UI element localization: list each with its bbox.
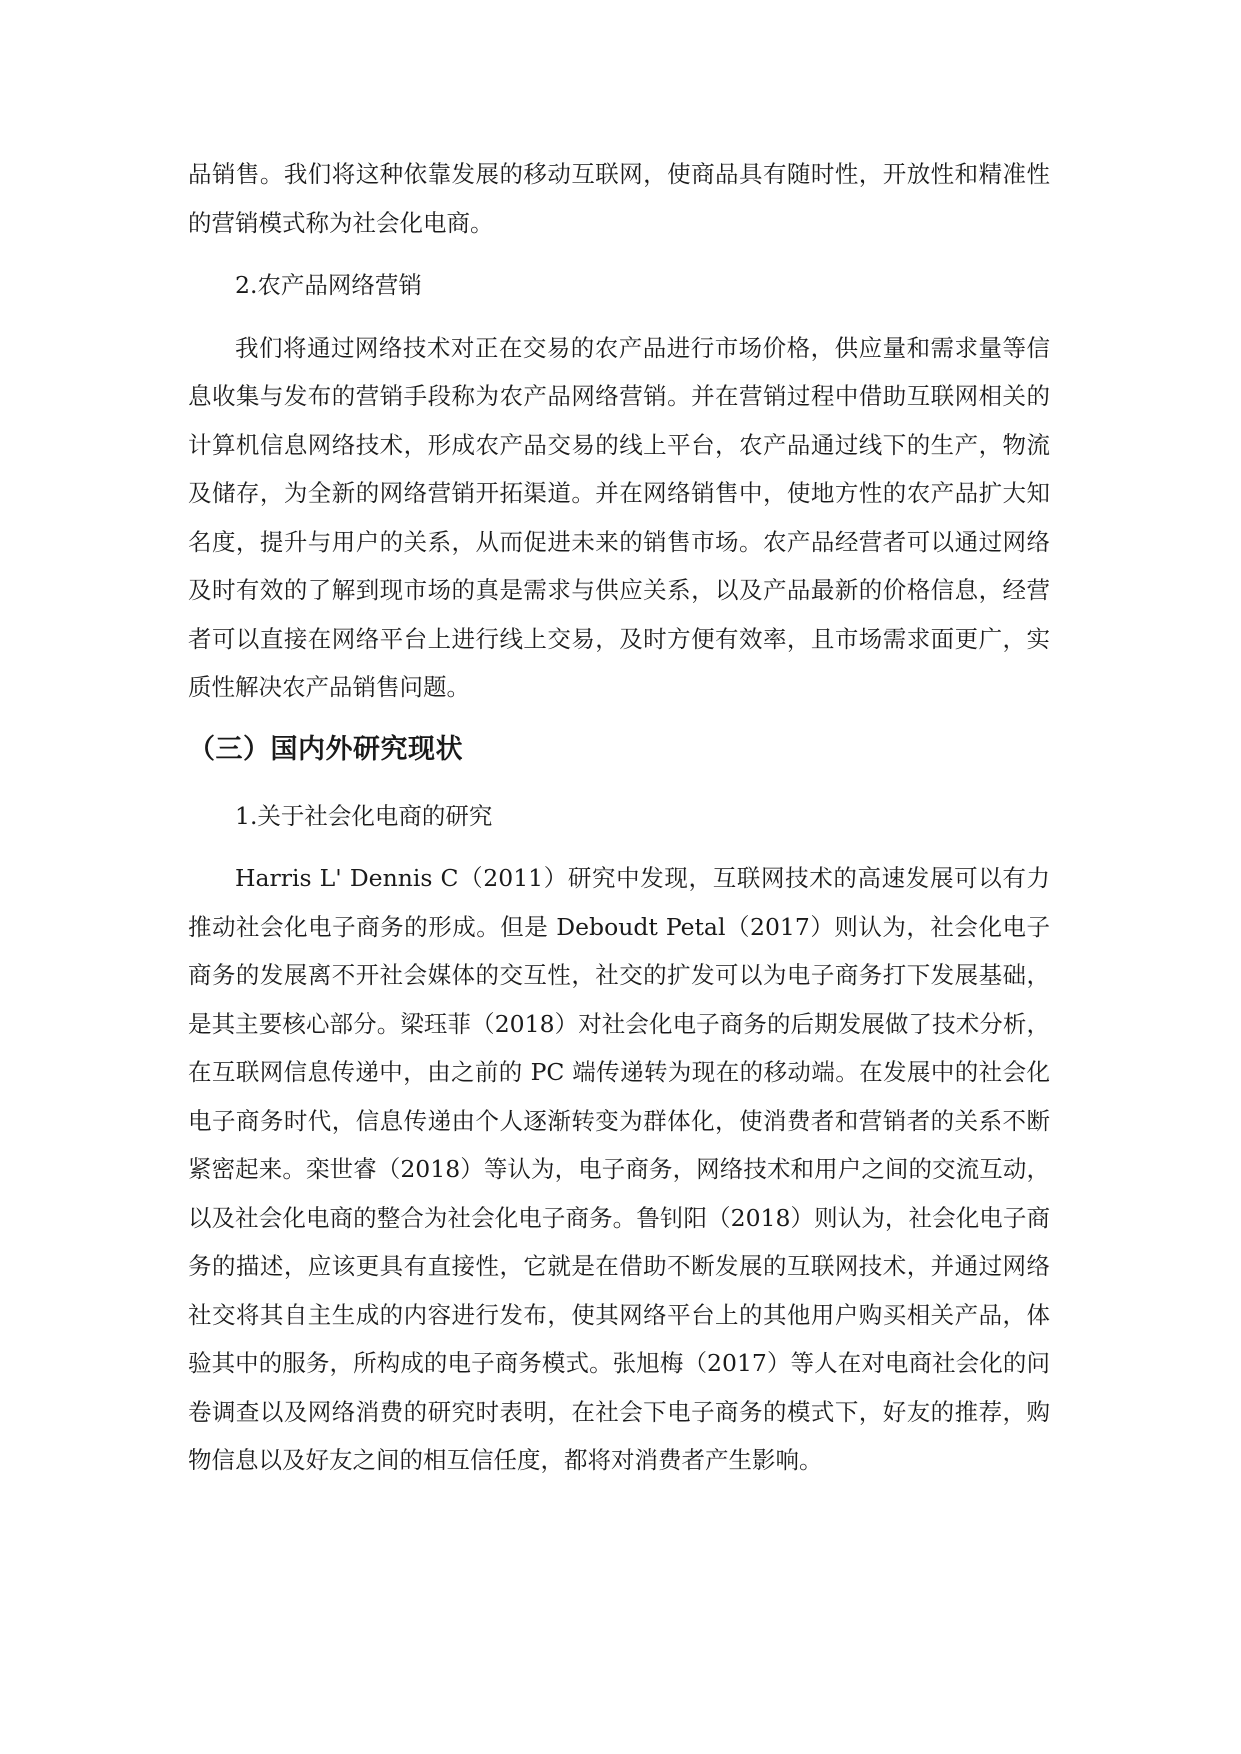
intro-paragraph: 品销售。我们将这种依靠发展的移动互联网，使商品具有随时性，开放性和精准性的营销模式称为社会化电商。 [188,160,1050,237]
spacer [188,770,1050,792]
social-ecommerce-paragraph: Harris L' Dennis C（2011）研究中发现，互联网技术的高速发展可以有力推动社会化电子商务的形成。但是 Deboudt Petal（2017）则认为，社会化电子商务的发展离不开社会媒体的交互性，社交的扩发可以为电子商务打下发展基础，是其主要核心部分。梁珏菲（2018）对社会化电子商务的后期发展做了技术分析，在互联网信息传递中，由之前的 PC 端传递转为现在的移动端。在发展中的社会化电子商务时代，信息传递由个人逐渐转变为群体化，使消费者和营销者的关系不断紧密起来。栾世睿（2018）等认为，电子商务，网络技术和用户之间的交流互动，以及社会化电商的整合为社会化电子商务。鲁钊阳（2018）则认为，社会化电子商务的描述，应该更具有直接性，它就是在借助不断发展的互联网技术，并通过网络社交将其自主生成的内容进行发布，使其网络平台上的其他用户购买相关产品，体验其中的服务，所构成的电子商务模式。张旭梅（2017）等人在对电商社会化的问卷调查以及网络消费的研究时表明，在社会下电子商务的模式下，好友的推荐，购物信息以及好友之间的相互信任度，都将对消费者产生影响。 [188,864,1050,1474]
section-heading-research-status: （三）国内外研究现状 [188,733,463,765]
subsection-heading-agri-marketing: 2.农产品网络营销 [235,271,422,299]
spacer [188,310,1050,324]
document-body [188,150,1050,1485]
subsection-heading-social-ecommerce: 1.关于社会化电商的研究 [235,801,493,830]
spacer [188,247,1050,261]
spacer [188,840,1050,854]
agri-marketing-paragraph: 我们将通过网络技术对正在交易的农产品进行市场价格，供应量和需求量等信息收集与发布的营销手段称为农产品网络营销。并在营销过程中借助互联网相关的计算机信息网络技术，形成农产品交易的线上平台，农产品通过线下的生产，物流及储存，为全新的网络营销开拓渠道。并在网络销售中，使地方性的农产品扩大知名度，提升与用户的关系，从而促进未来的销售市场。农产品经营者可以通过网络及时有效的了解到现市场的真是需求与供应关系，以及产品最新的价格信息，经营者可以直接在网络平台上进行线上交易，及时方便有效率，且市场需求面更广，实质性解决农产品销售问题。 [188,333,1050,701]
spacer [188,712,1050,730]
